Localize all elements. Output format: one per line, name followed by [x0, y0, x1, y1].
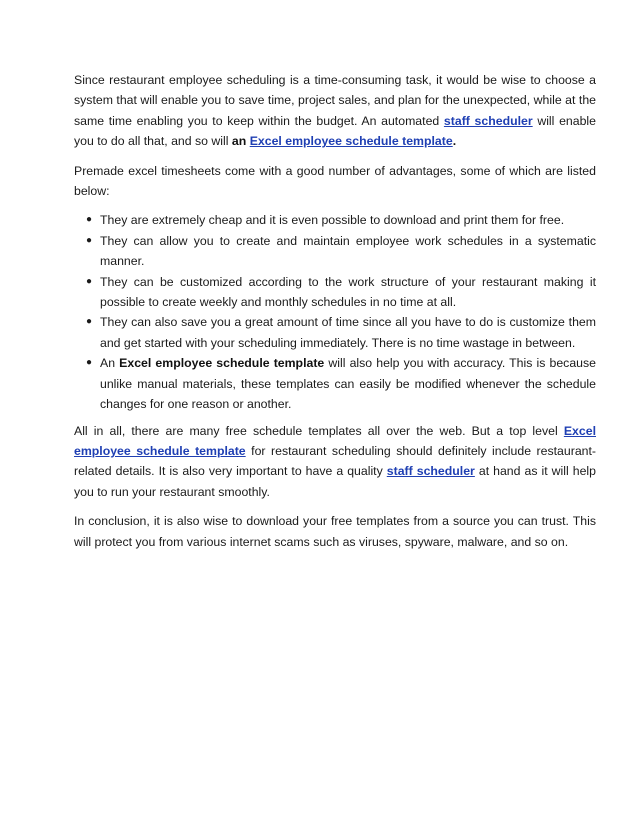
paragraph-intro	[74, 70, 596, 152]
paragraph-all-in-all	[74, 421, 596, 503]
list-item	[74, 353, 596, 414]
text-span: for restaurant scheduling should definitely include restaurant-related details. It is also very important to have a quality	[74, 443, 597, 479]
link-staff-scheduler[interactable]: staff scheduler	[386, 464, 475, 479]
bullet-icon: ●	[86, 234, 93, 246]
bold-text: Excel employee schedule template	[119, 356, 325, 371]
list-item	[74, 272, 596, 313]
bold-text: an	[231, 134, 247, 149]
paragraph-conclusion: In conclusion, it is also wise to download your free templates from a source you can trust. This will protect you from various internet scams such as viruses, spyware, malware, and so on.	[74, 514, 596, 549]
text-span: All in all, there are many free schedule templates all over the web. But a top level	[74, 423, 564, 438]
bold-period: .	[452, 134, 457, 149]
link-staff-scheduler[interactable]: staff scheduler	[443, 113, 533, 128]
text-span: will enable you to do all that, and so will	[74, 113, 596, 149]
list-item	[74, 231, 596, 272]
list-item-text: They are extremely cheap and it is even possible to download and print them for free.	[100, 213, 565, 228]
list-item-text: They can also save you a great amount of time since all you have to do is customize them and get started with your scheduling immediately. There is no time wastage in between.	[100, 315, 596, 350]
list-item-text: They can be customized according to the work structure of your restaurant making it possible to create weekly and monthly schedules in no time at all.	[100, 274, 596, 310]
text-span: at hand as it will help you to run your restaurant smoothly.	[74, 464, 596, 499]
list-item-text: will also help you with accuracy. This is because unlike manual materials, these templates can easily be modified whenever the schedule changes for one reason or another.	[100, 356, 596, 412]
bullet-icon: ●	[86, 316, 93, 328]
document-body	[74, 70, 596, 561]
list-item	[74, 312, 596, 353]
text-span: Since restaurant employee scheduling is a time-consuming task, it would be wise to choose a system that will enable you to save time, project sales, and plan for the unexpected, while at the same time enabling you to keep within the budget. An automated	[74, 73, 596, 128]
paragraph-advantages: Premade excel timesheets come with a good number of advantages, some of which are listed below:	[74, 163, 596, 199]
list-item	[74, 210, 596, 230]
list-item-text: An	[100, 356, 120, 371]
link-excel-template[interactable]: Excel employee schedule template	[249, 134, 453, 149]
advantages-list	[74, 210, 596, 414]
bullet-icon: ●	[86, 275, 93, 287]
bullet-icon: ●	[86, 214, 93, 226]
bullet-icon: ●	[86, 357, 93, 369]
list-item-text: They can allow you to create and maintain employee work schedules in a systematic manner.	[100, 233, 596, 269]
link-excel-template[interactable]: Excel employee schedule template	[74, 423, 596, 458]
